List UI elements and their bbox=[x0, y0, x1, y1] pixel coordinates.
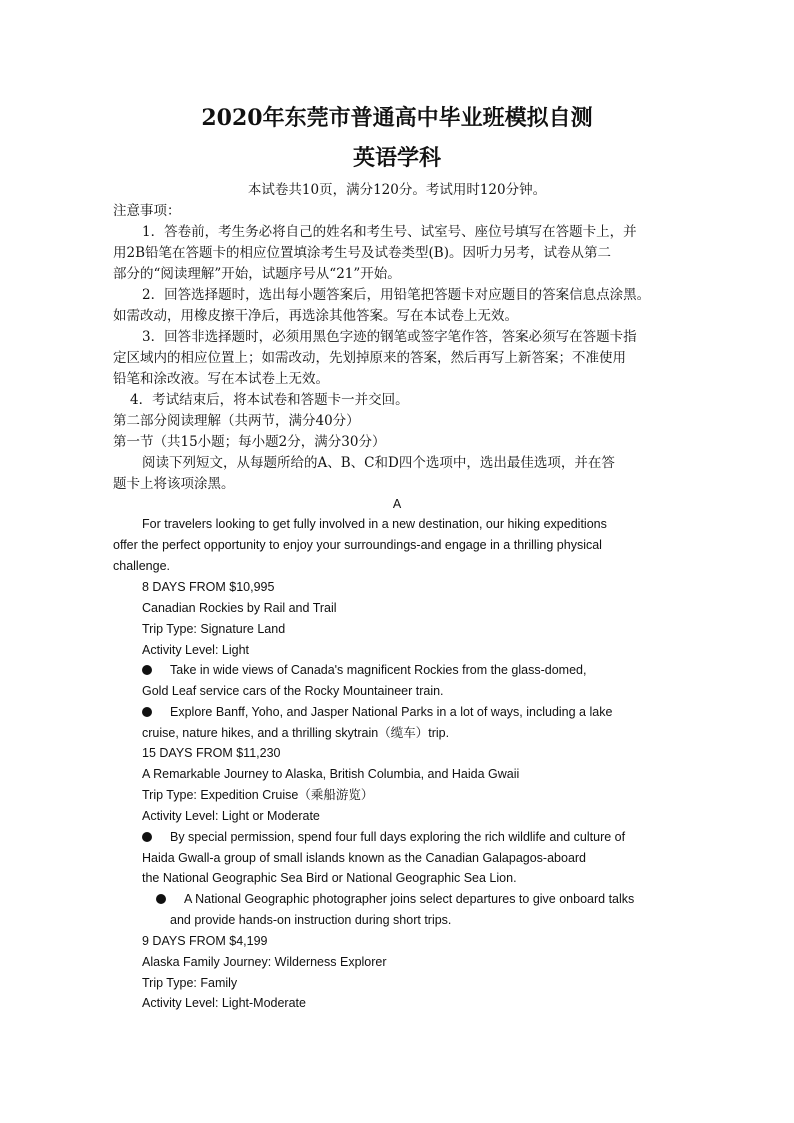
trip2-days: 15 DAYS FROM $11,230 bbox=[142, 746, 281, 760]
trip2-bullet-2-cont: and provide hands-on instruction during short trips. bbox=[170, 913, 452, 927]
subject-title: 英语学科 bbox=[352, 145, 441, 171]
bullet-icon bbox=[156, 894, 166, 904]
trip1-type: Trip Type: Signature Land bbox=[142, 622, 286, 636]
trip2-bullet-1-cont-2: the National Geographic Sea Bird or National Geographic Sea Lion. bbox=[142, 871, 517, 885]
trip1-days: 8 DAYS FROM $10,995 bbox=[142, 580, 275, 594]
trip2-bullet-1-cont-1: Haida Gwall-a group of small islands known as the Canadian Galapagos-aboard bbox=[142, 851, 587, 865]
note-3-line-2: 定区域内的相应位置上；如需改动，先划掉原来的答案，然后再写上新答案；不准使用 bbox=[113, 350, 626, 366]
trip1-bullet-1-text: Take in wide views of Canada's magnificent Rockies from the glass-domed, bbox=[170, 663, 587, 677]
note-1-line-2: 用2B铅笔在答题卡的相应位置填涂考生号及试卷类型(B)。因听力另考，试卷从第二 bbox=[113, 245, 611, 261]
instruction-line-1: 阅读下列短文，从每题所给的A、B、C和D四个选项中，选出最佳选项，并在答 bbox=[142, 455, 615, 471]
bullet-icon bbox=[142, 665, 152, 675]
passage-label: A bbox=[392, 497, 402, 511]
trip1-level: Activity Level: Light bbox=[142, 643, 249, 657]
trip2-bullet-2-text: A National Geographic photographer joins select departures to give onboard talks bbox=[184, 892, 635, 906]
trip1-bullet-2-text: Explore Banff, Yoho, and Jasper National Parks in a lot of ways, including a lake bbox=[170, 705, 613, 719]
note-2-line-1: 2．回答选择题时，选出每小题答案后，用铅笔把答题卡对应题目的答案信息点涂黑。 bbox=[142, 287, 651, 303]
trip1-bullet-1-cont: Gold Leaf service cars of the Rocky Mountaineer train. bbox=[142, 684, 444, 698]
bullet-icon bbox=[142, 832, 152, 842]
trip2-bullet-1 bbox=[142, 827, 625, 847]
note-3-line-1: 3．回答非选择题时，必须用黑色字迹的钢笔或签字笔作答，答案必须写在答题卡指 bbox=[142, 329, 637, 345]
trip2-type: Trip Type: Expedition Cruise（乘船游览） bbox=[142, 788, 374, 802]
trip1-name: Canadian Rockies by Rail and Trail bbox=[142, 601, 337, 615]
notes-heading: 注意事项： bbox=[113, 203, 181, 219]
exam-title: 2020年东莞市普通高中毕业班模拟自测 bbox=[201, 105, 593, 131]
trip3-type: Trip Type: Family bbox=[142, 976, 238, 990]
intro-line-3: challenge. bbox=[113, 559, 170, 573]
bullet-icon bbox=[142, 707, 152, 717]
trip3-days: 9 DAYS FROM $4,199 bbox=[142, 934, 268, 948]
trip1-bullet-2-cont: cruise, nature hikes, and a thrilling skytrain（缆车）trip. bbox=[142, 726, 450, 740]
trip2-bullet-1-text: By special permission, spend four full days exploring the rich wildlife and culture of bbox=[170, 830, 626, 844]
trip3-name: Alaska Family Journey: Wilderness Explorer bbox=[142, 955, 387, 969]
trip1-bullet-1 bbox=[142, 660, 586, 680]
trip2-name: A Remarkable Journey to Alaska, British Columbia, and Haida Gwaii bbox=[142, 767, 520, 781]
note-3-line-3: 铅笔和涂改液。写在本试卷上无效。 bbox=[113, 371, 329, 387]
trip3-level: Activity Level: Light-Moderate bbox=[142, 996, 306, 1010]
instruction-line-2: 题卡上将该项涂黑。 bbox=[113, 476, 235, 492]
note-1-line-3: 部分的“阅读理解”开始，试题序号从“21”开始。 bbox=[113, 266, 401, 282]
note-4: 4．考试结束后，将本试卷和答题卡一并交回。 bbox=[130, 392, 409, 408]
trip2-bullet-2 bbox=[156, 889, 634, 909]
trip1-bullet-2 bbox=[142, 702, 612, 722]
intro-line-1: For travelers looking to get fully involved in a new destination, our hiking expeditions bbox=[142, 517, 607, 531]
part2-heading: 第二部分阅读理解（共两节，满分40分） bbox=[113, 413, 360, 429]
trip2-level: Activity Level: Light or Moderate bbox=[142, 809, 320, 823]
note-2-line-2: 如需改动，用橡皮擦干净后，再选涂其他答案。写在本试卷上无效。 bbox=[113, 308, 518, 324]
note-1-line-1: 1．答卷前，考生务必将自己的姓名和考生号、试室号、座位号填写在答题卡上，并 bbox=[142, 224, 637, 240]
section1-heading: 第一节（共15小题；每小题2分，满分30分） bbox=[113, 434, 386, 450]
intro-line-2: offer the perfect opportunity to enjoy your surroundings-and engage in a thrilling physical bbox=[113, 538, 602, 552]
exam-info: 本试卷共10页，满分120分。考试用时120分钟。 bbox=[247, 182, 547, 198]
